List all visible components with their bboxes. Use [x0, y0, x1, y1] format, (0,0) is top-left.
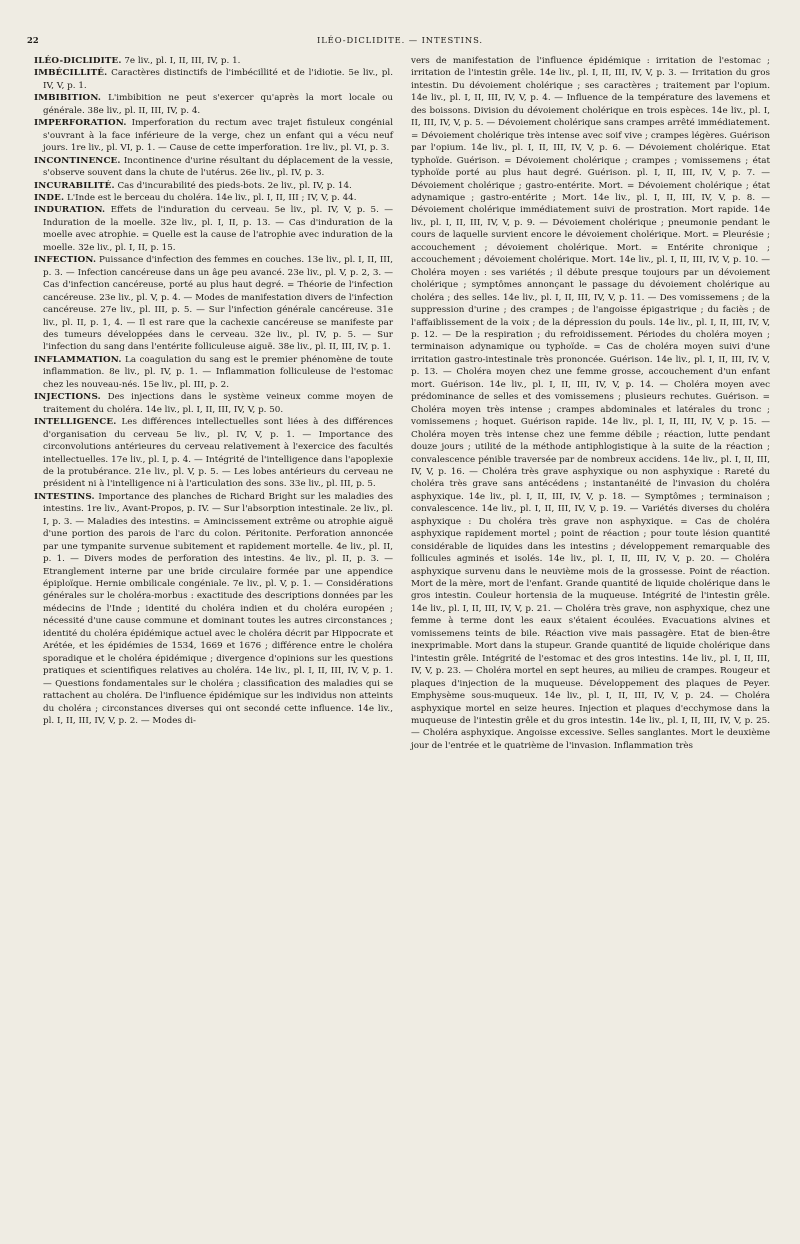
entry-text: Importance des planches de Richard Bright sur les maladies des intestins. 1re liv., Avant-Propos, p. IV. — Sur l'absorption intestinale. 2e liv., pl. I, p. 3. — Maladies des intestins. = Amincissement extrême ou atrophie aiguë d'une portion des parois de l'arc du colon. Péritonite. Perforation annoncée par une tympanite survenue subitement et rapidement mortelle. 4e liv., pl. II, p. 1. — Divers modes de perforation des intestins. 4e liv., pl. II, p. 3. — Etranglement interne par une bride circulaire formée par une appendice épiploïque. Hernie ombilicale congéniale. 7e liv., pl. V, p. 1. — Considérations générales sur le choléra-morbus : exactitude des descriptions données par les médecins de l'Inde ; identité du choléra indien et du choléra européen ; nécessité d'une cause commune et dominant toutes les autres circonstances ; identité du choléra épidémique actuel avec le choléra décrit par Hippocrate et Arétée, et les épidémies de 1534, 1669 et 1676 ; différence entre le choléra sporadique et le choléra épidémique ; divergence d'opinions sur les questions pratiques et scientifiques relatives au choléra. 14e liv., pl. I, II, III, IV, V, p. 1. — Questions fondamentales sur le choléra ; classification des maladies qui se rattachent au choléra. De l'influence épidémique sur les individus non atteints du choléra ; circonstances diverses qui ont secondé cette influence. 14e liv., pl. I, II, III, IV, V, p. 2. — Modes di-	[43, 491, 393, 727]
index-entry	[34, 92, 393, 117]
left-column	[34, 55, 393, 727]
index-entry	[411, 55, 770, 752]
entry-text: L'imbibition ne peut s'exercer qu'après la mort locale ou générale. 38e liv., pl. II, III, IV, p. 4.	[43, 93, 393, 116]
right-column	[411, 55, 770, 752]
index-entry	[34, 416, 393, 491]
index-entry	[34, 180, 393, 192]
index-entry	[34, 354, 393, 391]
entry-headword: INCURABILITÉ.	[34, 180, 115, 191]
entry-text: Les différences intellectuelles sont liées à des différences d'organisation du cerveau 5e liv., pl. IV, V, p. 1. — Importance des circonvolutions antérieures du cerveau relativement à l'exercice des facultés intellectuelles. 17e liv., pl. I, p. 4. — Intégrité de l'intelligence dans l'apoplexie de la protubérance. 21e liv., pl. V, p. 5. — Les lobes antérieurs du cerveau ne président ni à l'intelligence ni à l'articulation des sons. 33e liv., pl. III, p. 5.	[43, 417, 393, 490]
entry-headword: INDE.	[34, 192, 65, 203]
page-header	[0, 35, 800, 47]
index-entry	[34, 491, 393, 728]
entry-text: 7e liv., pl. I, II, III, IV, p. 1.	[121, 56, 241, 66]
entry-headword: INFECTION.	[34, 255, 97, 266]
entry-text: Effets de l'induration du cerveau. 5e liv., pl. IV, V, p. 5. — Induration de la moelle. 32e liv., pl. I, II, p. 13. — Cas d'induration de la moelle avec atrophie. = Quelle est la cause de l'atrophie avec induration de la moelle. 32e liv., pl. I, II, p. 15.	[43, 205, 393, 253]
entry-text: Incontinence d'urine résultant du déplacement de la vessie, s'observe souvent dans la chute de l'utérus. 26e liv., pl. IV, p. 3.	[43, 155, 393, 179]
index-entry	[34, 204, 393, 254]
entry-headword: INJECTIONS.	[34, 392, 101, 403]
running-title: ILÉO-DICLIDITE. — INTESTINS.	[317, 35, 483, 45]
index-entry	[34, 155, 393, 180]
entry-text: Cas d'incurabilité des pieds-bots. 2e liv., pl. IV, p. 14.	[114, 180, 352, 191]
index-entry	[34, 55, 393, 67]
entry-headword: IMPERFORATION.	[34, 118, 127, 129]
entry-headword: INTESTINS.	[34, 491, 95, 502]
index-entry	[34, 67, 393, 92]
index-entry	[34, 391, 393, 416]
entry-headword: IMBÉCILLITÉ.	[34, 68, 108, 79]
index-entry	[34, 117, 393, 154]
entry-text: Imperforation du rectum avec trajet fistuleux congénial s'ouvrant à la face inférieure de la verge, chez un enfant qui a vécu neuf jours. 1re liv., pl. VI, p. 1. — Cause de cette imperforation. 1re liv., pl. VI, p. 3.	[43, 118, 393, 154]
entry-headword: INCONTINENCE.	[34, 155, 121, 166]
entry-text: Des injections dans le système veineux comme moyen de traitement du choléra. 14e liv., pl. I, II, III, IV, V, p. 50.	[43, 392, 393, 415]
entry-headword: INDURATION.	[34, 205, 106, 216]
entry-text: La coagulation du sang est le premier phénomène de toute inflammation. 8e liv., pl. IV, p. 1. — Inflammation folliculeuse de l'estomac chez les nouveau-nés. 15e liv., pl. III, p. 2.	[43, 354, 393, 390]
entry-text: L'Inde est le berceau du choléra. 14e liv., pl. I, II, III ; IV, V, p. 44.	[64, 192, 357, 203]
entry-headword: INTELLIGENCE.	[34, 417, 117, 428]
page-number: 22	[27, 35, 39, 45]
index-entry	[34, 192, 393, 204]
entry-text: vers de manifestation de l'influence épidémique : irritation de l'estomac ; irritation de l'intestin grêle. 14e liv., pl. I, II, III, IV, V, p. 3. — Irritation du gros intestin. Du dévoiement cholérique ; ses caractères ; traitement par l'opium. 14e liv., pl. I, II, III, IV, V, p. 4. — Influence de la température des lavemens et des boissons. Division du dévoiement cholérique en trois espèces. 14e liv., pl. I, II, III, IV, V, p. 5. — Dévoiement cholérique sans crampes arrêté immédiatement. = Dévoiement cholérique très intense avec soif vive ; crampes légères. Guérison par l'opium. 14e liv., pl. I, II, III, IV, V, p. 6. — Dévoiement cholérique. Etat typhoïde. Guérison. = Dévoiement cholérique ; crampes ; vomissemens ; état typhoïde porté au plus haut degré. Guérison. pl. I, II, III, IV, V, p. 7. — Dévoiement cholérique ; gastro-entérite. Mort. = Dévoiement cholérique ; état adynamique ; gastro-entérite ; Mort. 14e liv., pl. I, II, III, IV, V, p. 8. — Dévoiement cholérique immédiatement suivi de prostration. Mort rapide. 14e liv., pl. I, II, III, IV, V, p. 9. — Dévoiement cholérique ; pneumonie pendant le cours de laquelle survient encore le dévoiement cholérique. Mort. = Pleurésie ; accouchement ; dévoiement cholérique. Mort. = Entérite chronique ; accouchement ; dévoiement cholérique. Mort. 14e liv., pl. I, II, III, IV, V, p. 10. — Choléra moyen : ses variétés ; il débute presque toujours par un dévoiement cholérique ; symptômes annonçant le passage du dévoiement cholérique au choléra ; des selles. 14e liv., pl. I, II, III, IV, V, p. 11. — Des vomissemens ; de la suppression d'urine ; des crampes ; de l'angoisse épigastrique ; du faciès ; de l'affaiblissement de la voix ; de la dépression du pouls. 14e liv., pl. I, II, III, IV, V, p. 12. — De la respiration ; du refroidissement. Périodes du choléra moyen ; terminaison adynamique ou typhoïde. = Cas de choléra moyen suivi d'une irritation gastro-intestinale très prononcée. Guérison. 14e liv., pl. I, II, III, IV, V, p. 13. — Choléra moyen chez une femme grosse, accouchement d'un enfant mort. Guérison. 14e liv., pl. I, II, III, IV, V, p. 14. — Choléra moyen avec prédominance de selles et des vomissemens ; plusieurs rechutes. Guérison. = Choléra moyen très intense ; crampes abdominales et latérales du tronc ; vomissemens ; hoquet. Guérison rapide. 14e liv., pl. I, II, III, IV, V, p. 15. — Choléra moyen très intense chez une femme débile ; réaction, lutte pendant douze jours ; utilité de la méthode antiphlogistique à la suite de la réaction ; convalescence pénible traversée par de nombreux accidens. 14e liv., pl. I, II, III, IV, V, p. 16. — Choléra très grave asphyxique ou non asphyxique : Rareté du choléra très grave sans antécédens ; instantanéité de l'invasion du choléra asphyxique. 14e liv., pl. I, II, III, IV, V, p. 18. — Symptômes ; terminaison ; convalescence. 14e liv., pl. I, II, III, IV, V, p. 19. — Variétés diverses du choléra asphyxique : Du choléra très grave non asphyxique. = Cas de choléra asphyxique rapidement mortel ; point de réaction ; pour toute lésion quantité considérable de liquides dans les intestins ; développement remarquable des follicules agminés et isolés. 14e liv., pl. I, II, III, IV, V, p. 20. — Choléra asphyxique survenu dans le neuvième mois de la grossesse. Point de réaction. Mort de la mère, mort de l'enfant. Grande quantité de liquide cholérique dans le gros intestin. Couleur hortensia de la muqueuse. Intégrité de l'intestin grêle. 14e liv., pl. I, II, III, IV, V, p. 21. — Choléra très grave, non asphyxique, chez une femme à terme dont les eaux s'étaient écoulées. Evacuations alvines et vomissemens teints de bile. Réaction vive mais passagère. Etat de bien-être inexprimable. Mort dans la stupeur. Grande quantité de liquide cholérique dans l'intestin grêle. Intégrité de l'estomac et des gros intestins. 14e liv., pl. I, II, III, IV, V, p. 23. — Choléra mortel en sept heures, au milieu de crampes. Rougeur et plaques d'injection de la muqueuse. Développement des plaques de Peyer. Emphysème sous-muqueux. 14e liv., pl. I, II, III, IV, V, p. 24. — Choléra asphyxique mortel en seize heures. Injection et plaques d'ecchymose dans la muqueuse de l'intestin grêle et du gros intestin. 14e liv., pl. I, II, III, IV, V, p. 25. — Choléra asphyxique. Angoisse excessive. Selles sanglantes. Mort le deuxième jour de l'entrée et le quatrième de l'invasion. Inflammation très	[411, 56, 770, 751]
entry-headword: ILÉO-DICLIDITE.	[34, 56, 122, 66]
index-entry	[34, 254, 393, 354]
entry-text: Puissance d'infection des femmes en couches. 13e liv., pl. I, II, III, p. 3. — Infection cancéreuse dans un âge peu avancé. 23e liv., pl. V, p. 2, 3. — Cas d'infection cancéreuse, porté au plus haut degré. = Théorie de l'infection cancéreuse. 23e liv., pl. V, p. 4. — Modes de manifestation divers de l'infection cancéreuse. 27e liv., pl. III, p. 5. — Sur l'infection générale cancéreuse. 31e liv., pl. II, p. 1, 4. — Il est rare que la cachexie cancéreuse se manifeste par des tumeurs développées dans le cerveau. 32e liv., pl. IV, p. 5. — Sur l'infection du sang dans l'entérite folliculeuse aiguë. 38e liv., pl. II, III, IV, p. 1.	[43, 255, 393, 353]
entry-headword: IMBIBITION.	[34, 93, 102, 104]
entry-headword: INFLAMMATION.	[34, 354, 122, 365]
entry-text: Caractères distinctifs de l'imbécillité et de l'idiotie. 5e liv., pl. IV, V, p. 1.	[43, 68, 393, 91]
